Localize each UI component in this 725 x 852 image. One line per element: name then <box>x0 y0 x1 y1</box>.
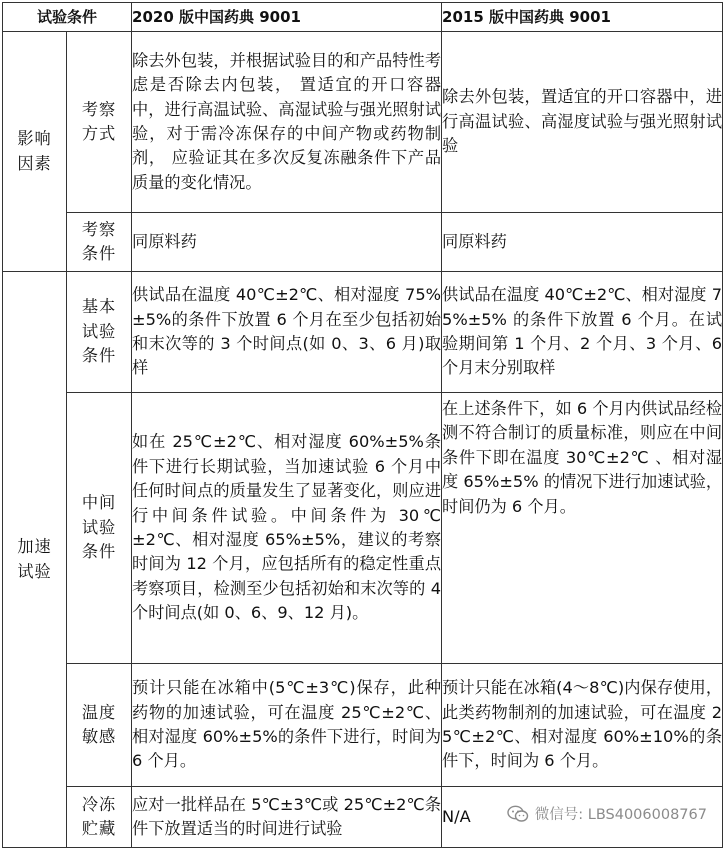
table-row <box>3 32 723 213</box>
header-2020-edition: 2020 版中国药典 9001 <box>132 3 442 32</box>
wechat-watermark <box>503 801 711 826</box>
row-label-temperature-sensitive: 温度 敏感 <box>67 664 132 787</box>
wechat-logo-icon <box>507 805 529 823</box>
cell-2020: 如在 25℃±2℃、相对湿度 60%±5%条件下进行长期试验，当加速试验 6 个月中任何时间点的质量发生了显著变化，则应进行中间条件试验。中间条件为 30℃±2℃、相对湿度 65%±5%，建议的考察时间为 12 个月，应包括所有的稳定性重点考察项目，检测至少包括初始和末次等的 4 个时间点(如 0、6、9、12 月)。 <box>132 393 442 664</box>
cell-2020: 预计只能在冰箱中(5℃±3℃)保存，此种药物的加速试验，可在温度 25℃±2℃、相对湿度 60%±5%的条件下进行，时间为 6 个月。 <box>132 664 442 787</box>
group-label-accelerated-test: 加速 试验 <box>3 272 67 848</box>
header-2015-edition: 2015 版中国药典 9001 <box>442 3 723 32</box>
cell-2015: N/A <box>442 787 723 848</box>
cell-2020: 除去外包装，并根据试验目的和产品特性考虑是否除去内包装， 置适宜的开口容器中，进行高温试验、高湿试验与强光照射试验，对于需冷冻保存的中间产物或药物制剂， 应验证其在多次反复冻融条件下产品质量的变化情况。 <box>132 32 442 213</box>
row-label-frozen-storage: 冷冻 贮藏 <box>67 787 132 848</box>
cell-2015: 同原料药 <box>442 213 723 272</box>
row-label-inspection-conditions: 考察 条件 <box>67 213 132 272</box>
header-test-conditions: 试验条件 <box>3 3 132 32</box>
cell-2020: 同原料药 <box>132 213 442 272</box>
row-label-basic-test-conditions: 基本 试验 条件 <box>67 272 132 393</box>
table-row <box>3 272 723 393</box>
cell-2020: 应对一批样品在 5℃±3℃或 25℃±2℃条件下放置适当的时间进行试验 <box>132 787 442 848</box>
header-row <box>3 3 723 32</box>
watermark-text: 微信号: LBS4006008767 <box>534 807 707 823</box>
table-row <box>3 393 723 664</box>
comparison-table <box>2 2 723 848</box>
row-label-inspection-method: 考察 方式 <box>67 32 132 213</box>
cell-2015: 供试品在温度 40℃±2℃、相对湿度 75%±5% 的条件下放置 6 个月。在试验期间第 1 个月、2 个月、3 个月、6 个月末分别取样 <box>442 272 723 393</box>
cell-2015: 除去外包装，置适宜的开口容器中，进行高温试验、高湿度试验与强光照射试验 <box>442 32 723 213</box>
cell-2015: 预计只能在冰箱(4～8℃)内保存使用，此类药物制剂的加速试验，可在温度 25℃±2℃、相对湿度 60%±10%的条件下，时间为 6 个月。 <box>442 664 723 787</box>
table-row <box>3 664 723 787</box>
cell-2020: 供试品在温度 40℃±2℃、相对湿度 75%±5%的条件下放置 6 个月在至少包括初始和末次等的 3 个时间点(如 0、3、6 月)取样 <box>132 272 442 393</box>
group-label-influence-factors: 影响 因素 <box>3 32 67 272</box>
cell-2015: 在上述条件下，如 6 个月内供试品经检测不符合制订的质量标准，则应在中间条件下即在温度 30℃±2℃ 、相对湿度 65%±5% 的情况下进行加速试验，时间仍为 6 个月。 <box>442 393 723 664</box>
table-row <box>3 213 723 272</box>
row-label-intermediate-test-conditions: 中间 试验 条件 <box>67 393 132 664</box>
